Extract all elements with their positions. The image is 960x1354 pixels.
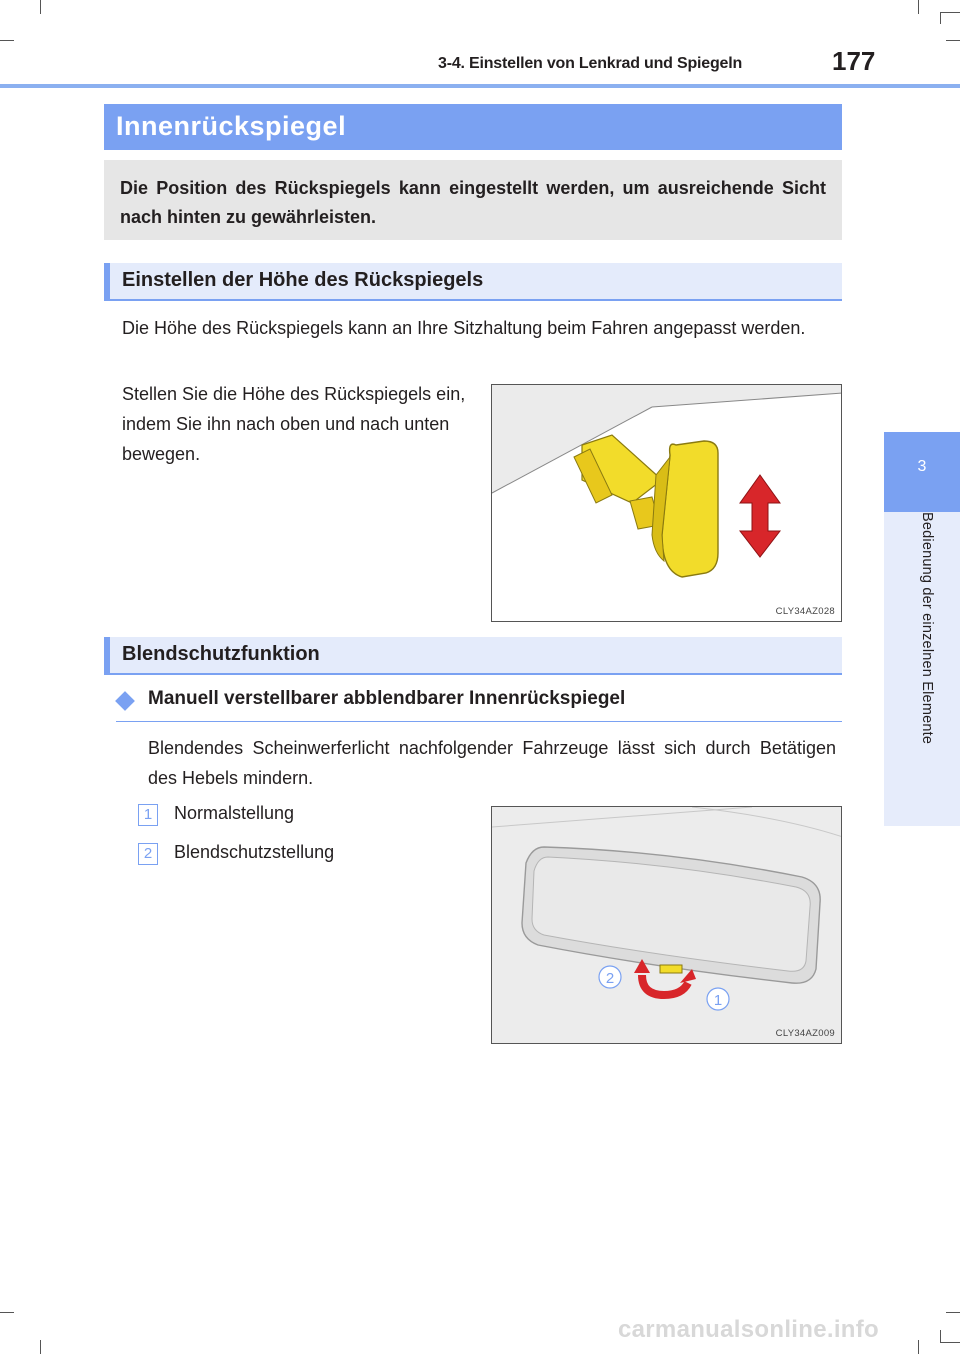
callout-2: 2 <box>605 970 615 987</box>
header-rule <box>0 84 960 88</box>
chapter-title: Bedienung der einzelnen Elemente <box>919 512 935 745</box>
page-header <box>0 0 960 90</box>
crop-mark <box>40 1340 41 1354</box>
crop-mark <box>0 1312 14 1313</box>
main-title: Innenrückspiegel <box>116 111 347 141</box>
list-item-label: Normalstellung <box>174 803 295 823</box>
chapter-tab <box>884 432 960 512</box>
header-section-title: 3-4. Einstellen von Lenkrad und Spiegeln <box>438 55 743 72</box>
antiglare-paragraph: Blendendes Scheinwerferlicht nachfolgender Fahrzeuge lässt sich durch Betätigen des Hebels mindern. <box>148 738 836 788</box>
mirror-height-figure <box>491 384 842 622</box>
section-heading-height-text: Einstellen der Höhe des Rückspiegels <box>122 269 484 291</box>
callout-1: 1 <box>713 992 723 1009</box>
crop-mark <box>918 1340 919 1354</box>
main-title-bar <box>104 104 842 150</box>
list-item-label: Blendschutzstellung <box>174 842 335 862</box>
mirror-antiglare-illustration <box>492 807 842 1044</box>
chapter-number: 3 <box>917 458 927 475</box>
mirror-height-illustration <box>492 385 842 622</box>
height-instruction: Stellen Sie die Höhe des Rückspiegels ein, indem Sie ihn nach oben und nach unten bewegen. <box>122 384 466 464</box>
diamond-bullet-icon <box>115 691 135 711</box>
mirror-antiglare-figure <box>491 806 842 1044</box>
list-number-badge: 1 <box>138 804 158 826</box>
watermark: carmanualsonline.info <box>618 1316 880 1343</box>
figure-code: CLY34AZ028 <box>775 606 835 617</box>
antiglare-subheading-text: Manuell verstellbarer abblendbarer Innenrückspiegel <box>148 688 626 709</box>
section-heading-antiglare <box>104 637 842 675</box>
section-heading-antiglare-text: Blendschutzfunktion <box>122 643 320 665</box>
antiglare-subheading <box>116 688 842 722</box>
crop-mark <box>940 1342 960 1343</box>
crop-mark <box>946 1312 960 1313</box>
intro-box: Die Position des Rückspiegels kann eingestellt werden, um ausreichende Sicht nach hinten zu gewährleisten. <box>104 160 842 240</box>
height-paragraph: Die Höhe des Rückspiegels kann an Ihre Sitzhaltung beim Fahren angepasst werden. <box>122 318 806 338</box>
section-heading-height <box>104 263 842 301</box>
list-number-badge: 2 <box>138 843 158 865</box>
crop-mark <box>940 1330 941 1342</box>
page-number: 177 <box>832 46 876 76</box>
figure-code: CLY34AZ009 <box>775 1028 835 1039</box>
